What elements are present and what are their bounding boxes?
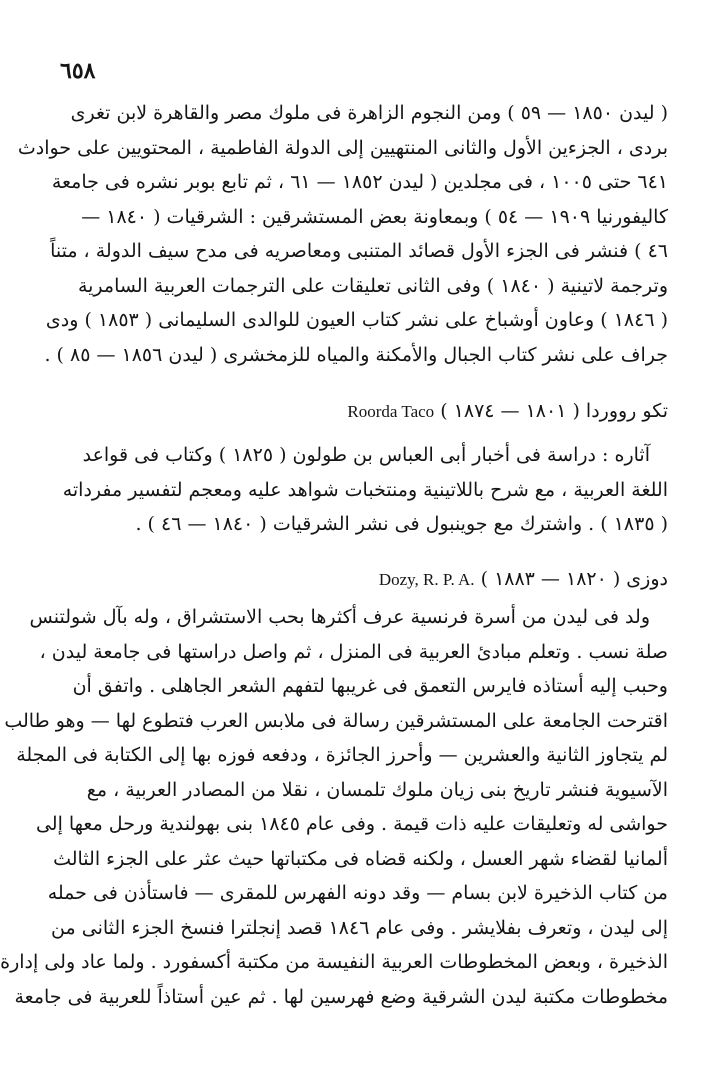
text-line: ( ١٨٣٥ ) . واشترك مع جوينبول فى نشر الشرقيات ( ١٨٤٠ — ٤٦ ) . [135, 513, 668, 535]
text-line: مخطوطات مكتبة ليدن الشرقية وضع فهرسين لها . ثم عين أستاذاً للعربية فى جامعة [14, 985, 668, 1008]
text-line: ولد فى ليدن من أسرة فرنسية عرف أكثرها بحب الاستشراق ، وله بآل شولتنس [29, 606, 650, 628]
text-line: ٤٦ ) فنشر فى الجزء الأول قصائد المتنبى ومعاصريه فى مدح سيف الدولة ، متناً [50, 240, 668, 262]
text-line: وحبب إليه أستاذه فايرس التعمق فى غريبها لتفهم الشعر الجاهلى . واتفق أن [72, 675, 668, 697]
text-line: ألمانيا لقضاء شهر العسل ، ولكنه قضاه فى مكتباتها حيث عثر على الجزء الثالث [53, 847, 668, 870]
entry-heading-roorda [56, 396, 668, 427]
text-line: ( ليدن ١٨٥٠ — ٥٩ ) ومن النجوم الزاهرة فى ملوك مصر والقاهرة لابن تغرى [70, 102, 668, 124]
text-line: ( ١٨٤٦ ) وعاون أوشباخ على نشر كتاب العيون للوالدى السليمانى ( ١٨٥٣ ) ودى [45, 309, 668, 331]
text-line: جراف على نشر كتاب الجبال والأمكنة والمياه للزمخشرى ( ليدن ١٨٥٦ — ٨٥ ) . [44, 343, 668, 366]
text-line: الذخيرة ، وبعض المخطوطات العربية النفيسة من مكتبة أكسفورد . ولما عاد ولى إدارة [0, 951, 668, 973]
text-line: إلى ليدن ، وتعرف بفلايشر . وفى عام ١٨٤٦ قصد إنجلترا فنسخ الجزء الثانى من [51, 916, 668, 939]
text-line: ٦٤١ حتى ١٠٠٥ ، فى مجلدين ( ليدن ١٨٥٢ — ٦١ ، ثم تابع بوبر نشره فى جامعة [51, 171, 668, 193]
text-line: كاليفورنيا ١٩٠٩ — ٥٤ ) وبمعاونة بعض المستشرقين : الشرقيات ( ١٨٤٠ — [81, 205, 668, 228]
text-line: اقترحت الجامعة على المستشرقين رسالة فى ملابس العرب فتطوع لها — وهو طالب [4, 709, 668, 732]
paragraph-weil-works [17, 96, 668, 372]
entry-name-arabic: دوزى ( ١٨٢٠ — ١٨٨٣ ) [480, 568, 668, 590]
text-line: اللغة العربية ، مع شرح باللاتينية ومنتخبات شواهد عليه ومعجم لتفسير مفرداته [62, 478, 668, 501]
text-line: آثاره : دراسة فى أخبار أبى العباس بن طولون ( ١٨٢٥ ) وكتاب فى قواعد [82, 444, 650, 466]
paragraph-roorda-works [56, 438, 668, 542]
text-line: من كتاب الذخيرة لابن بسام — وقد دونه الفهرس للمقرى — فاستأذن فى حمله [47, 882, 668, 904]
paragraph-dozy-biography [0, 600, 668, 1014]
text-line: بردى ، الجزءين الأول والثانى المنتهيين إلى الدولة الفاطمية ، المحتويين على حوادث [17, 136, 668, 159]
text-line: وترجمة لاتينية ( ١٨٤٠ ) وفى الثانى تعليقات على الترجمات العربية السامرية [77, 274, 668, 297]
entry-heading-dozy [56, 564, 668, 595]
text-line: لم يتجاوز الثانية والعشرين — وأحرز الجائزة ، ودفعه فوزه بها إلى الكتابة فى المجلة [16, 744, 668, 766]
entry-name-latin: Dozy, R. P. A. [378, 570, 475, 589]
entry-name-latin: Roorda Taco [347, 402, 435, 421]
text-line: حواشى له وتعليقات عليه ذات قيمة . وفى عام ١٨٤٥ بنى بهولندية ورحل معها إلى [35, 813, 668, 835]
text-line: صلة نسب . وتعلم مبادئ العربية فى المنزل ، ثم واصل دراستها فى جامعة ليدن ، [39, 640, 668, 663]
page-number: ٦٥٨ [60, 58, 96, 84]
entry-name-arabic: تكو رووردا ( ١٨٠١ — ١٨٧٤ ) [440, 400, 668, 422]
text-line: الآسيوية فنشر تاريخ بنى زيان ملوك تلمسان ، نقلا من المصادر العربية ، مع [86, 778, 668, 801]
